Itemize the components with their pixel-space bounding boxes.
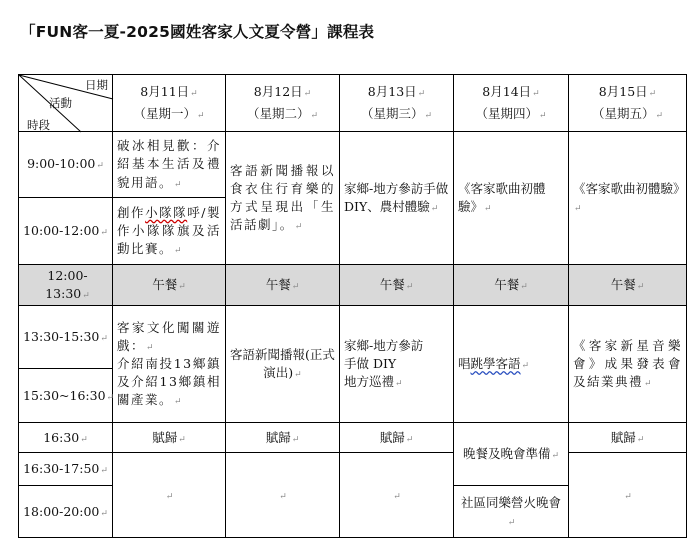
lunch-cell: 午餐↵: [113, 265, 226, 306]
empty-cell: ↵: [340, 453, 454, 538]
row-1630: [19, 423, 687, 453]
d3-afternoon-cell: 家鄉-地方參訪 手做 DIY 地方巡禮↵: [340, 306, 454, 423]
time-cell: 18:00-20:00↵: [19, 486, 113, 538]
d1-morning-a-cell: 破冰相見歡：介紹基本生活及禮貌用語。↵: [113, 132, 226, 198]
d4-evening-cell: 社區同樂營火晚會↵: [454, 486, 569, 538]
day-header-3: 8月13日↵ （星期三）↵: [340, 75, 454, 132]
lunch-cell: 午餐↵: [340, 265, 454, 306]
schedule-table: [18, 74, 687, 538]
day-header-5: 8月15日↵ （星期五）↵: [569, 75, 687, 132]
farewell-cell: 賦歸↵: [340, 423, 454, 453]
d5-morning-cell: 《客家歌曲初體驗》↵: [569, 132, 687, 265]
time-cell: 15:30~16:30↵: [19, 369, 113, 423]
empty-cell: ↵: [569, 453, 687, 538]
time-cell: 9:00-10:00↵: [19, 132, 113, 198]
d2-morning-cell: 客語新聞播報以食衣住行育樂的方式呈現出「生活話劇」。↵: [226, 132, 340, 265]
day-header-2: 8月12日↵ （星期二）↵: [226, 75, 340, 132]
d5-afternoon-cell: 《客家新星音樂會》成果發表會及結業典禮↵: [569, 306, 687, 423]
corner-date-label: 日期: [85, 78, 108, 92]
lunch-cell: 午餐↵: [226, 265, 340, 306]
row-1330-1530: [19, 306, 687, 369]
d3-morning-cell: 家鄉-地方參訪手做 DIY、農村體驗↵: [340, 132, 454, 265]
lunch-row: [19, 265, 687, 306]
empty-cell: ↵: [113, 453, 226, 538]
lunch-cell: 午餐↵: [454, 265, 569, 306]
d4-afternoon-cell: 唱跳學客語↵: [454, 306, 569, 423]
d1-afternoon-cell: 客家文化闖關遊戲：↵ 介紹南投13鄉鎮及介紹13鄉鎮相關產業。↵: [113, 306, 226, 423]
d1-morning-b-cell: 創作小隊隊呼/製作小隊隊旗及活動比賽。↵: [113, 198, 226, 265]
time-cell: 12:00-13:30↵: [19, 265, 113, 306]
day-header-1: 8月11日↵ （星期一）↵: [113, 75, 226, 132]
empty-cell: ↵: [226, 453, 340, 538]
farewell-cell: 賦歸↵: [226, 423, 340, 453]
header-row: [19, 75, 687, 132]
d4-dinner-cell: 晚餐及晚會準備↵: [454, 423, 569, 486]
page-title: 「FUN客一夏-2025國姓客家人文夏令營」課程表: [20, 23, 375, 41]
farewell-cell: 賦歸↵: [113, 423, 226, 453]
time-cell: 16:30↵: [19, 423, 113, 453]
corner-activity-label: 活動: [49, 96, 72, 110]
d4-morning-cell: 《客家歌曲初體驗》↵: [454, 132, 569, 265]
corner-cell: [19, 75, 113, 132]
time-cell: 13:30-15:30↵: [19, 306, 113, 369]
d2-afternoon-cell: 客語新聞播報(正式演出)↵: [226, 306, 340, 423]
time-cell: 16:30-17:50↵: [19, 453, 113, 486]
day-header-4: 8月14日↵ （星期四）↵: [454, 75, 569, 132]
row-1630-1750: [19, 453, 687, 486]
time-cell: 10:00-12:00↵: [19, 198, 113, 265]
row-9-10: [19, 132, 687, 198]
corner-time-label: 時段: [27, 118, 50, 132]
farewell-cell: 賦歸↵: [569, 423, 687, 453]
lunch-cell: 午餐↵: [569, 265, 687, 306]
